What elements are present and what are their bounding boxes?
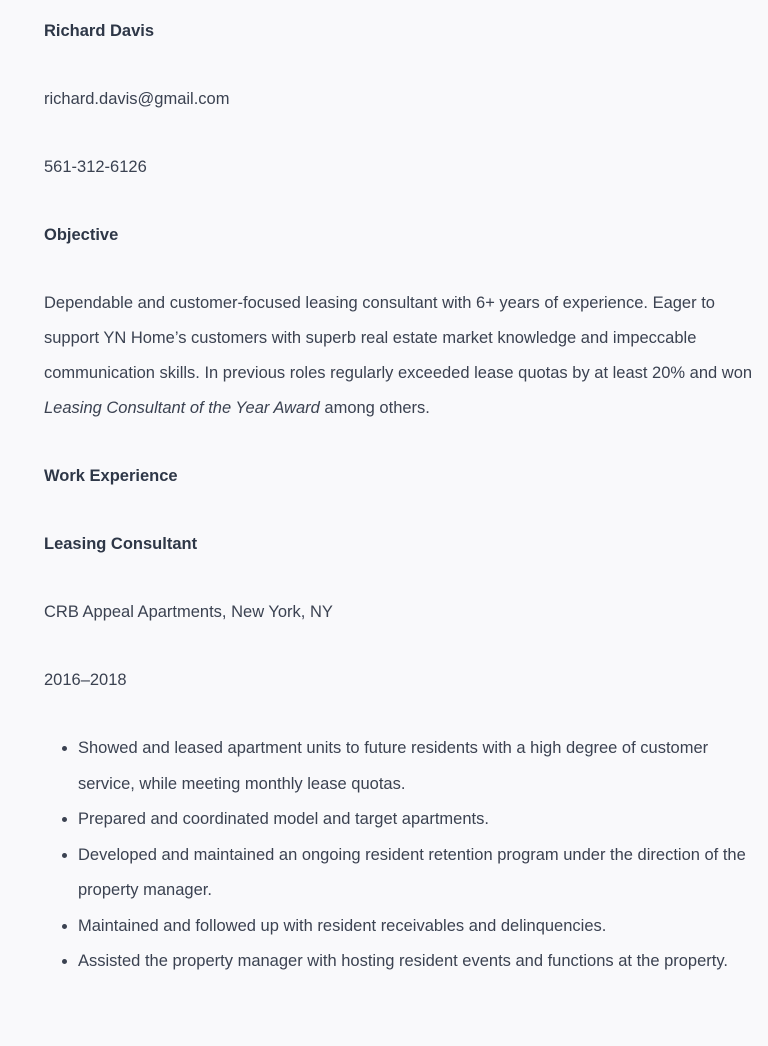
list-item: • Prepared and coordinated model and target apartments. [78,802,756,838]
candidate-phone: 561-312-6126 [44,158,147,176]
list-item: • Maintained and followed up with resident receivables and delinquencies. [78,909,756,945]
list-item: • Developed and maintained an ongoing resident retention program under the direction of the property manager. [78,838,756,909]
job-dates: 2016–2018 [44,671,127,689]
objective-text-end: among others. [319,399,430,417]
job-title: Leasing Consultant [44,535,198,553]
candidate-email: richard.davis@gmail.com [44,90,230,108]
work-experience-heading: Work Experience [44,467,178,485]
list-item: • Showed and leased apartment units to future residents with a high degree of customer service, while meeting monthly lease quotas. [78,731,756,802]
job-bullets [44,731,756,980]
resume-document [44,14,756,980]
objective-text [44,286,756,426]
award-name: Leasing Consultant of the Year Award [44,399,320,417]
list-item: • Assisted the property manager with hosting resident events and functions at the property. [78,944,756,980]
candidate-name: Richard Davis [44,22,155,40]
objective-heading: Objective [44,226,119,244]
objective-text-main: Dependable and customer-focused leasing consultant with 6+ years of experience. Eager to support YN Home’s customers with superb real estate market knowledge and impeccable communication skills. In previous roles regularly exceeded lease quotas by at least 20% and won [44,294,753,382]
job-company: CRB Appeal Apartments, New York, NY [44,603,333,621]
